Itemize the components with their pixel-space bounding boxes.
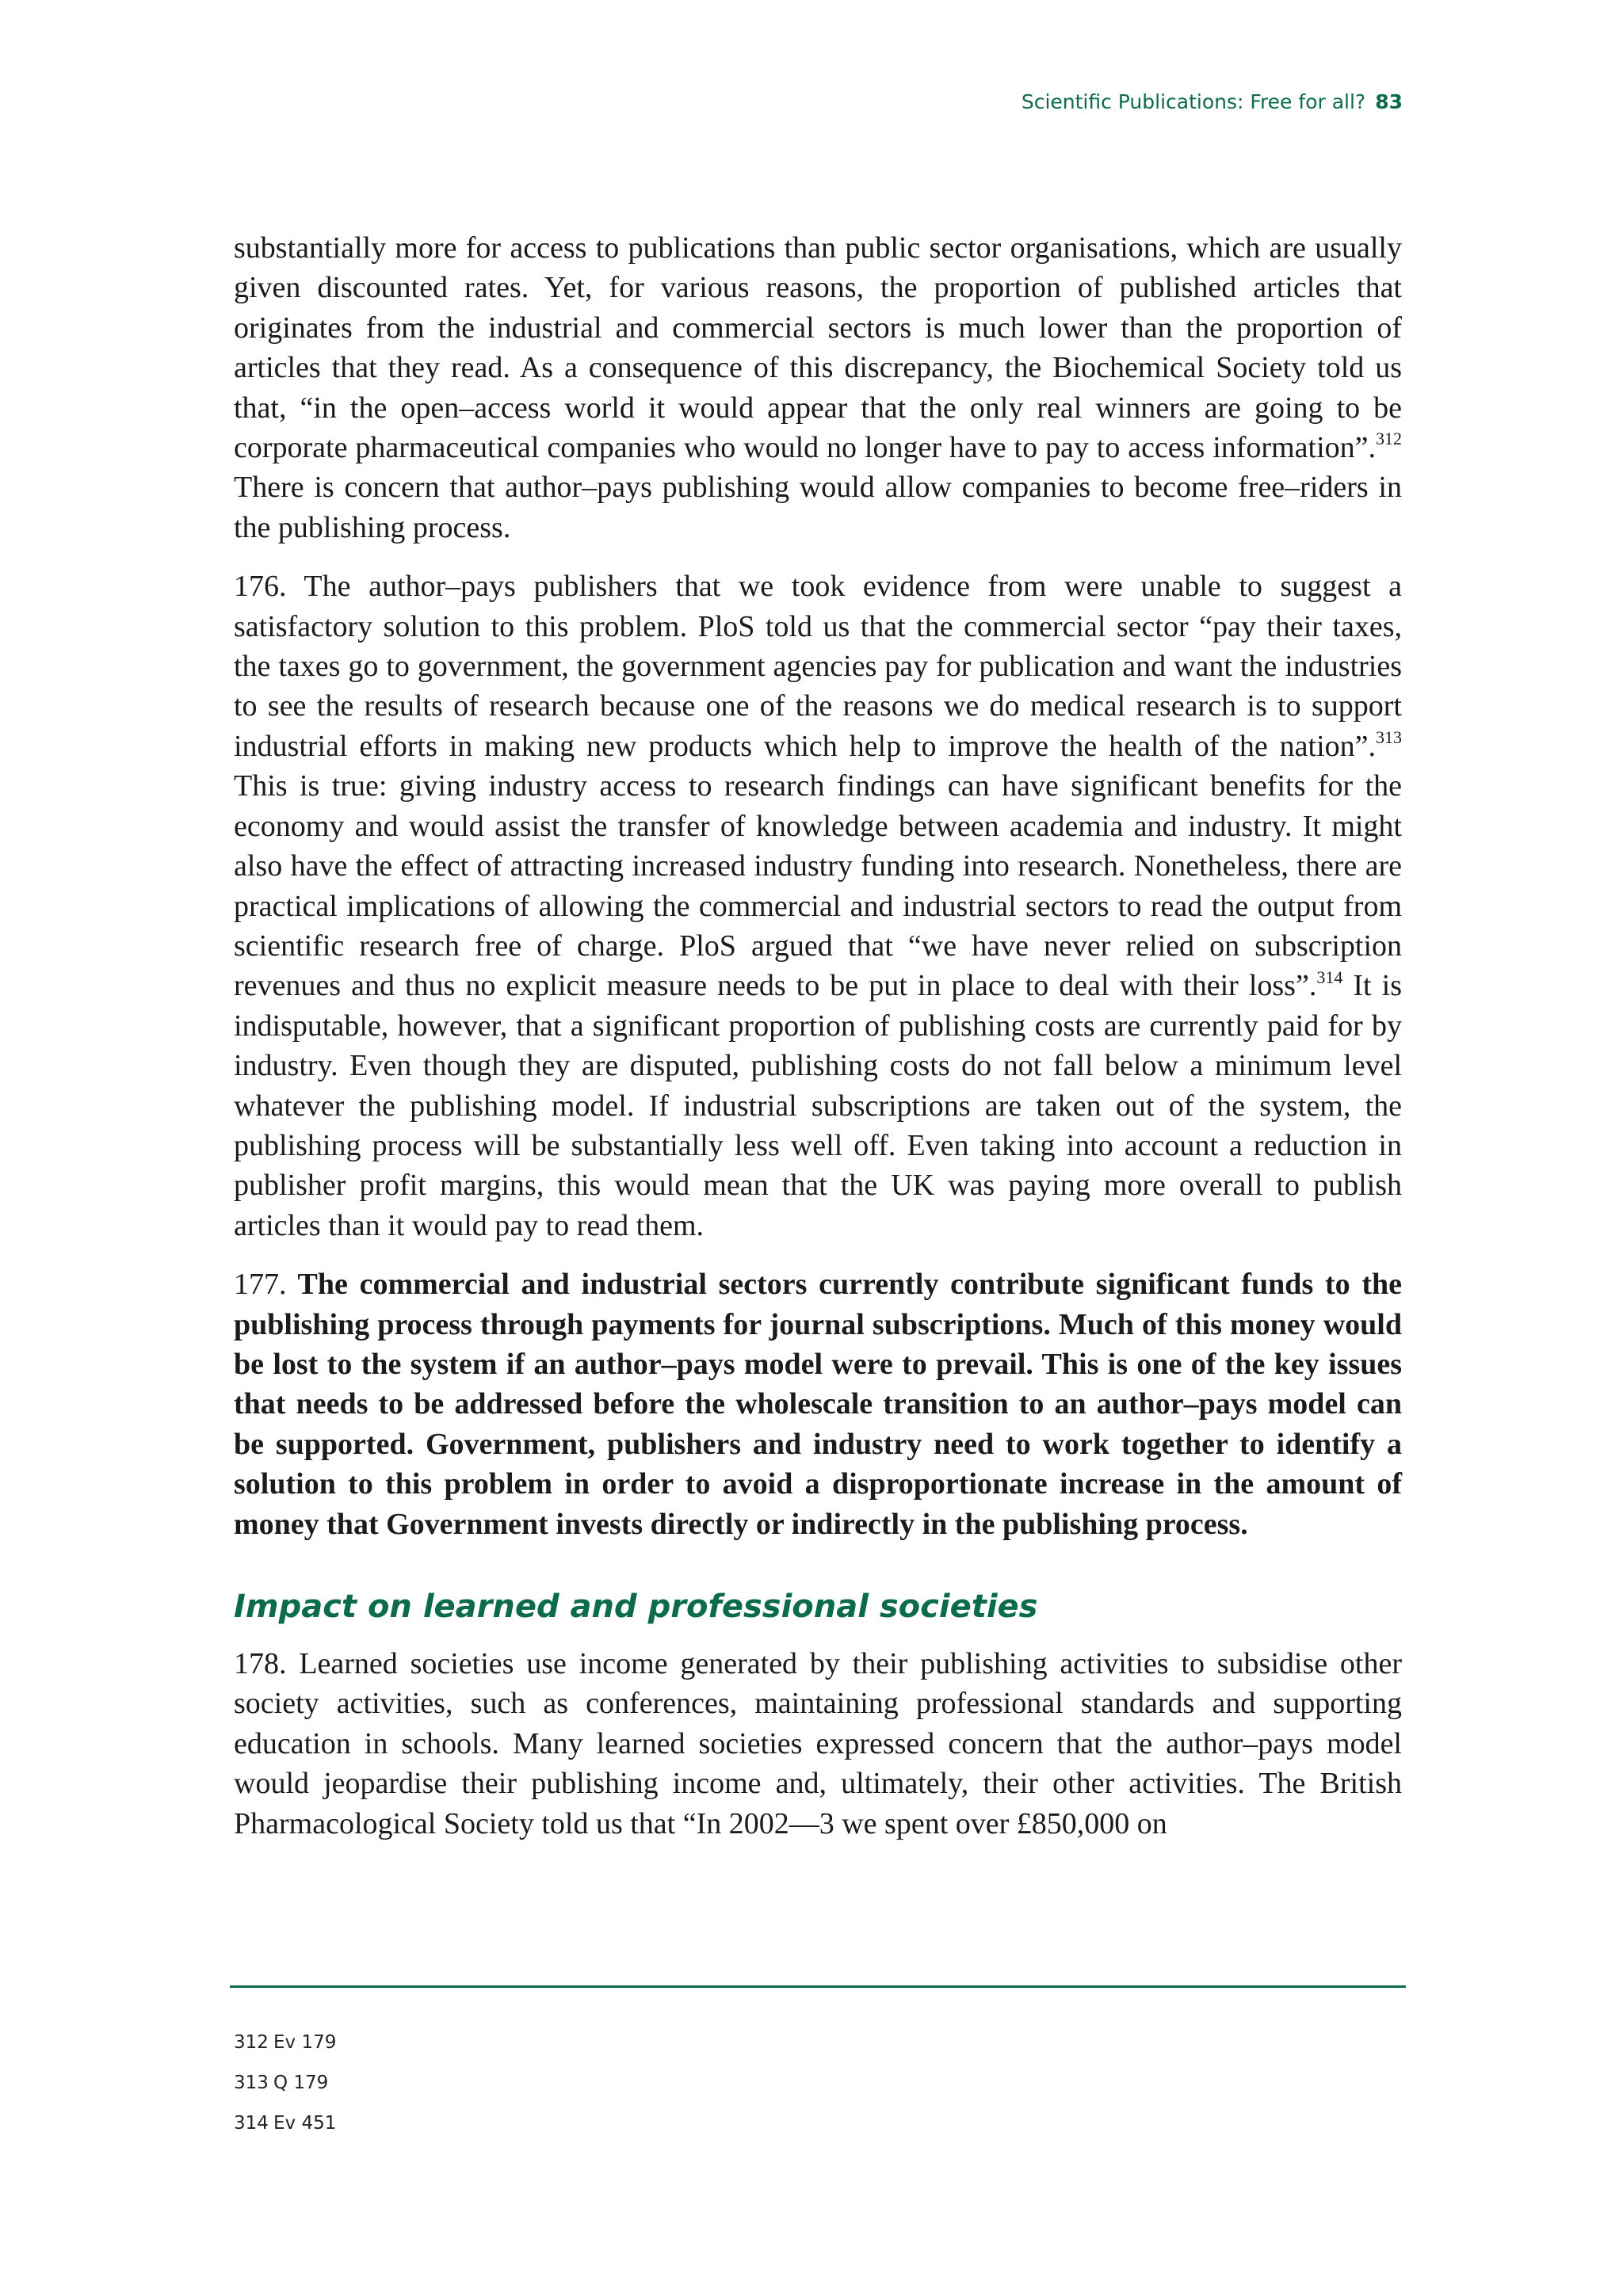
paragraph-text: This is true: giving industry access to research findings can have significant benefits for the economy and would assist the transfer of knowledge between academia and industry. It might also have the effect of attracting increased industry funding into research. Nonetheless, there are practical implications of allowing the commercial and industrial sectors to read the output from scientific research free of charge. PloS argued that “we have never relied on subscription revenues and thus no explicit measure needs to be put in place to deal with their loss”. [234,769,1402,1003]
paragraph-number: 176. [234,570,287,604]
paragraph-text: substantially more for access to publications than public sector organisations, which are usually given discounted rates. Yet, for various reasons, the proportion of published articles that originates from the industrial and commercial sectors is much lower than the proportion of articles that they read. As a consequence of this discrepancy, the Biochemical Society told us that, “in the open–access world it would appear that the only real winners are going to be corporate pharmaceutical companies who would no longer have to pay to access information”. [234,231,1402,465]
paragraph-176 [234,566,1402,1245]
footnote [234,2111,336,2152]
footnote [234,2071,336,2111]
footnote-ref-314: 314 [1316,967,1343,987]
footnote-number: 313 [234,2073,269,2093]
footnote [234,2031,336,2071]
footnote-number: 312 [234,2032,269,2053]
footnote-ref-312: 312 [1376,429,1402,449]
paragraph-text: There is concern that author–pays publishing would allow companies to become free–riders in the publishing process. [234,471,1402,544]
footnote-text: Ev 179 [273,2032,337,2053]
paragraph-number: 177. [234,1268,287,1302]
footnote-text: Q 179 [273,2073,329,2093]
paragraph-text: Learned societies use income generated by their publishing activities to subsidise other society activities, such as conferences, maintaining professional standards and supporting education in schools. Many learned societies expressed concern that the author–pays model would jeopardise their publishing income and, ultimately, their other activities. The British Pharmacological Society told us that “In 2002—3 we spent over £850,000 on [234,1647,1402,1840]
paragraph-text: It is indisputable, however, that a significant proportion of publishing costs are currently paid for by industry. Even though they are disputed, publishing costs do not fall below a minimum level whatever the publishing model. If industrial subscriptions are taken out of the system, the publishing process will be substantially less well off. Even taking into account a reduction in publisher profit margins, this would mean that the UK was paying more overall to publish articles than it would pay to read them. [234,969,1402,1242]
footnote-ref-313: 313 [1376,727,1402,748]
page-number: 83 [1375,90,1403,113]
paragraph-number: 178. [234,1647,287,1680]
conclusion-text: The commercial and industrial sectors currently contribute significant funds to the publishing process through payments for journal subscriptions. Much of this money would be lost to the system if an author–pays model were to prevail. This is one of the key issues that needs to be addressed before the wholescale transition to an author–pays model can be supported. Government, publishers and industry need to work together to identify a solution to this problem in order to avoid a disproportionate increase in the amount of money that Government invests directly or indirectly in the publishing process. [234,1268,1402,1541]
paragraph-text: The author–pays publishers that we took evidence from were unable to suggest a satisfactory solution to this problem. PloS told us that the commercial sector “pay their taxes, the taxes go to government, the government agencies pay for publication and want the industries to see the results of research because one of the reasons we do medical research is to support industrial efforts in making new products which help to improve the health of the nation”. [234,570,1402,763]
main-body [234,228,1402,1863]
footnote-divider [230,1985,1406,1988]
footnotes [234,2031,336,2152]
paragraph-177-conclusion [234,1264,1402,1544]
paragraph-178 [234,1644,1402,1844]
running-header-title: Scientific Publications: Free for all? [1021,90,1366,113]
running-header [1022,90,1403,113]
footnote-number: 314 [234,2113,269,2134]
footnote-text: Ev 451 [273,2113,337,2134]
paragraph-continued [234,228,1402,547]
section-heading: Impact on learned and professional societies [234,1589,1038,1625]
